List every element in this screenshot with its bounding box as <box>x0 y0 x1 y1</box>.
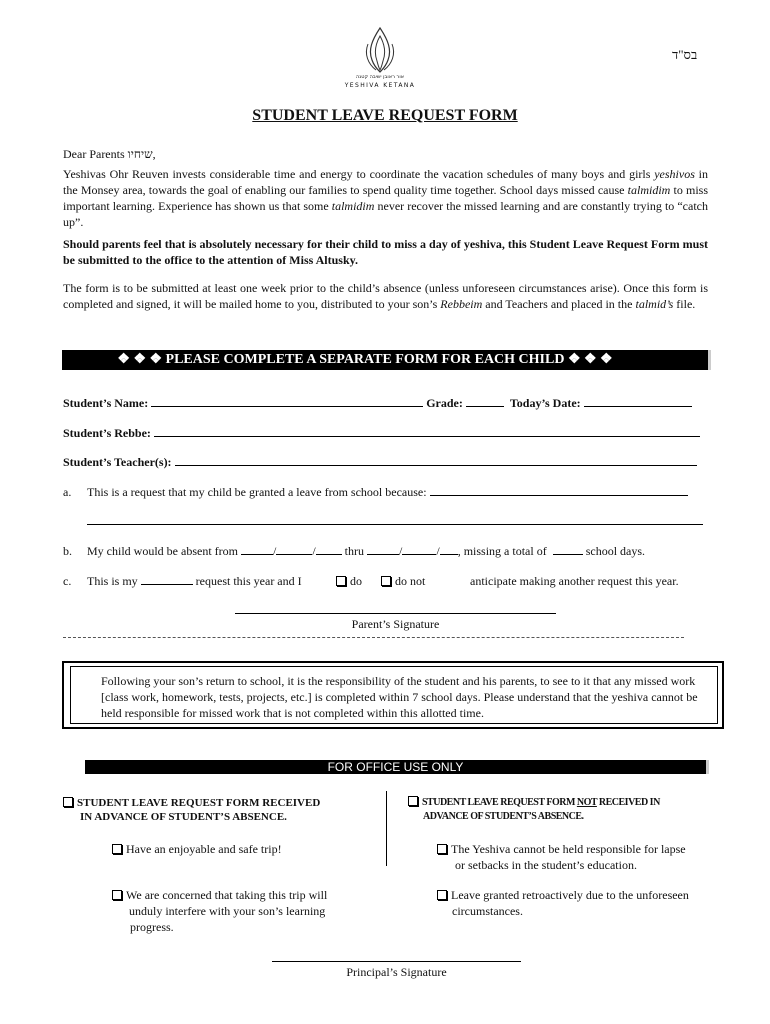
greeting: Dear Parents שיחיו, <box>63 147 156 161</box>
grade-label: Grade: <box>426 396 466 410</box>
hebrew-mark: בס"ד <box>672 47 698 62</box>
do-checkbox[interactable] <box>336 576 346 586</box>
principal-signature-label: Principal’s Signature <box>346 965 447 979</box>
not-received-heading-line2: ADVANCE OF STUDENT’S ABSENCE. <box>423 811 584 822</box>
not-received-checkbox[interactable] <box>408 796 418 806</box>
separate-form-banner-text: ❖ ❖ ❖ PLEASE COMPLETE A SEPARATE FORM FOR EACH CHILD ❖ ❖ ❖ <box>117 352 613 367</box>
do-option[interactable] <box>336 573 362 589</box>
not-received-heading-a: STUDENT LEAVE REQUEST FORM <box>422 797 577 808</box>
logo-hebrew: אור ראובן ישיבה קטנה <box>355 74 405 80</box>
not-responsible-checkbox[interactable] <box>437 844 447 854</box>
para3-italic-d: talmid’s <box>635 297 674 311</box>
para3-text-a: The form is to be submitted at least one week prior to the child’s absence (unless unforeseen circumstances arise). Once this form is completed and signed, it will be mailed home to you, distributed to your son’s <box>63 281 708 311</box>
leave-reason-field-line2[interactable] <box>87 524 703 525</box>
notice-text: Following your son’s return to school, it is the responsibility of the student and his parents, to see to it that any missed work [class work, homework, tests, projects, etc.] is completed within 7 school days. Please understand that the yeshiva cannot be held responsible for missed work that is not completed within this allotted time. <box>101 674 698 720</box>
item-b-text: My child would be absent from <box>87 544 241 558</box>
item-c-text1: This is my <box>87 574 141 588</box>
item-a-label: a. <box>63 485 72 499</box>
separate-form-banner <box>62 350 711 370</box>
teachers-label: Student’s Teacher(s): <box>63 455 175 469</box>
para1-italic-b: yeshivos <box>654 167 695 181</box>
policy-paragraph: Should parents feel that is absolutely necessary for their child to miss a day of yeshiva, this Student Leave Request Form must be submitted to the office to the attention of Miss Altusky. <box>63 237 708 267</box>
not-responsible-label-line1: The Yeshiva cannot be held responsible for lapse <box>451 842 686 856</box>
concerned-option[interactable] <box>112 887 327 935</box>
item-c-row <box>87 573 302 589</box>
para1-text-c: in the Monsey area, towards the goal of enabling our families to spend quality time together. School days missed cause <box>63 167 708 197</box>
total-days-field[interactable] <box>553 543 583 555</box>
do-label: do <box>350 574 362 588</box>
student-info-row <box>63 395 708 411</box>
rebbe-field[interactable] <box>154 425 700 437</box>
concerned-label-line2: unduly interfere with your son’s learning <box>129 904 326 918</box>
notice-box <box>62 661 724 729</box>
absent-from-month-field[interactable] <box>241 543 273 555</box>
absent-thru-day-field[interactable] <box>402 543 436 555</box>
item-b-row: My child would be absent from / / thru / / , missing a total of school days. <box>87 544 646 558</box>
concerned-label-line1: We are concerned that taking this trip will <box>126 888 328 902</box>
item-b-missing: , missing a total of <box>457 544 550 558</box>
not-received-heading-not: NOT <box>576 797 597 808</box>
absent-from-year-field[interactable] <box>316 543 342 555</box>
not-received-heading-c: RECEIVED IN <box>596 797 660 808</box>
item-c-label: c. <box>63 574 72 588</box>
todays-date-field[interactable] <box>584 395 692 407</box>
para1-italic-d: talmidim <box>627 183 671 197</box>
leave-reason-field[interactable] <box>430 484 688 496</box>
office-use-banner <box>85 760 709 774</box>
office-column-divider <box>386 791 387 866</box>
retroactive-label-line1: Leave granted retroactively due to the unforeseen <box>451 888 689 902</box>
todays-date-label: Today’s Date: <box>509 396 584 410</box>
para3-italic-b: Rebbeim <box>440 297 483 311</box>
office-use-banner-text: FOR OFFICE USE ONLY <box>327 760 464 774</box>
not-received-heading[interactable] <box>408 796 660 824</box>
logo <box>344 26 416 92</box>
teachers-row <box>63 454 708 470</box>
do-not-option[interactable] <box>381 573 425 589</box>
principal-signature-line[interactable] <box>272 961 521 962</box>
flame-logo-icon <box>350 26 410 74</box>
item-a-text: This is a request that my child be granted a leave from school because: <box>87 485 430 499</box>
para1-text-e: to miss important learning. Experience has shown us that some <box>63 183 708 213</box>
item-b-thru: thru <box>341 544 368 558</box>
absent-thru-year-field[interactable] <box>440 543 458 555</box>
enjoyable-trip-checkbox[interactable] <box>112 844 122 854</box>
item-a-row <box>87 484 707 500</box>
retroactive-option[interactable] <box>437 887 689 919</box>
absent-thru-month-field[interactable] <box>367 543 399 555</box>
para1-italic-f: talmidim <box>331 199 375 213</box>
para1-text-a: Yeshivas Ohr Reuven invests considerable time and energy to coordinate the vacation schedules of many boys and girls <box>63 167 655 181</box>
item-b-label: b. <box>63 544 72 558</box>
absent-from-day-field[interactable] <box>276 543 312 555</box>
do-not-checkbox[interactable] <box>381 576 391 586</box>
rebbe-row <box>63 425 708 441</box>
parent-signature-line[interactable] <box>235 613 556 614</box>
intro-paragraph <box>63 166 708 230</box>
parent-signature-label: Parent’s Signature <box>351 617 440 631</box>
received-heading-line2: IN ADVANCE OF STUDENT’S ABSENCE. <box>80 811 287 823</box>
cut-line-divider <box>63 637 684 638</box>
received-heading-line1: STUDENT LEAVE REQUEST FORM RECEIVED <box>77 797 321 809</box>
grade-field[interactable] <box>466 395 504 407</box>
rebbe-label: Student’s Rebbe: <box>63 426 154 440</box>
item-c-text2: request this year and I <box>192 574 302 588</box>
received-checkbox[interactable] <box>63 797 73 807</box>
request-number-field[interactable] <box>141 573 193 585</box>
submission-paragraph <box>63 280 708 312</box>
retroactive-checkbox[interactable] <box>437 890 447 900</box>
received-heading[interactable] <box>63 796 320 824</box>
not-responsible-label-line2: or setbacks in the student’s education. <box>455 858 637 872</box>
item-c-text3: anticipate making another request this year. <box>470 574 679 588</box>
para3-text-c: and Teachers and placed in the <box>482 297 636 311</box>
not-responsible-option[interactable] <box>437 841 686 873</box>
item-b-days: school days. <box>582 544 646 558</box>
do-not-label: do not <box>395 574 426 588</box>
student-name-field[interactable] <box>151 395 423 407</box>
teachers-field[interactable] <box>175 454 697 466</box>
retroactive-label-line2: circumstances. <box>452 904 523 918</box>
student-name-label: Student’s Name: <box>63 396 152 410</box>
concerned-checkbox[interactable] <box>112 890 122 900</box>
para3-text-e: file. <box>673 297 696 311</box>
page-title: STUDENT LEAVE REQUEST FORM <box>252 107 518 124</box>
concerned-label-line3: progress. <box>130 920 174 934</box>
logo-subtitle: YESHIVA KETANA <box>344 82 416 89</box>
enjoyable-trip-option[interactable] <box>112 841 282 857</box>
enjoyable-trip-label: Have an enjoyable and safe trip! <box>126 842 282 856</box>
para1-text-g: never recover the missed learning and are constantly trying to “catch up”. <box>63 199 708 229</box>
